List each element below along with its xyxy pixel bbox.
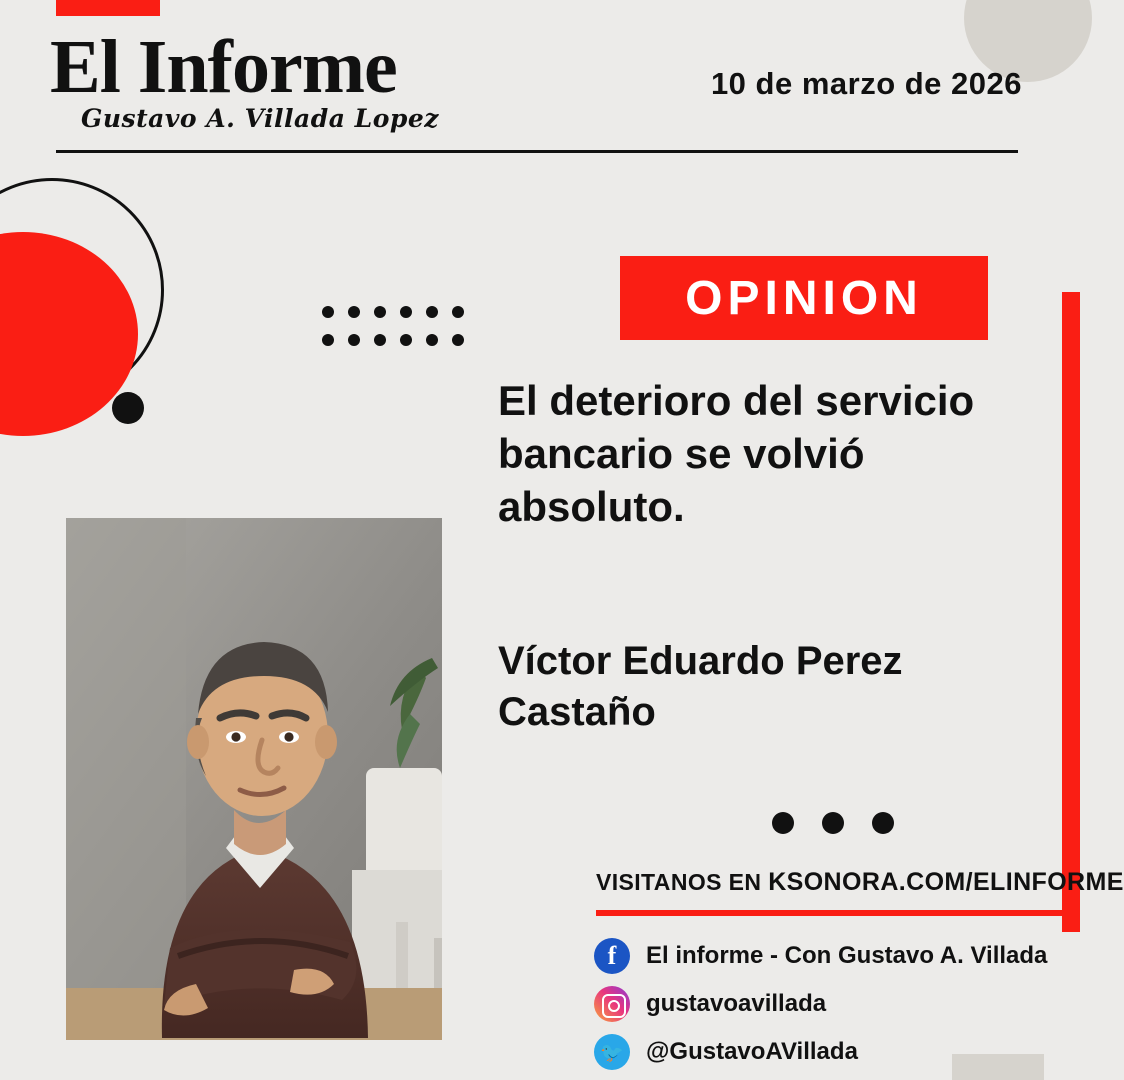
author-photo-illustration	[66, 518, 442, 1040]
section-tag-label: OPINION	[685, 271, 923, 325]
visit-prefix: VISITANOS EN	[596, 869, 769, 895]
bottom-gray-chip	[952, 1054, 1044, 1080]
masthead-divider	[56, 150, 1018, 153]
right-red-accent-bar	[1062, 292, 1080, 932]
visit-line	[596, 868, 1124, 897]
facebook-icon: f	[594, 938, 630, 974]
visit-underline	[596, 910, 1064, 916]
top-red-accent-bar	[56, 0, 160, 16]
article-author: Víctor Eduardo Perez Castaño	[498, 639, 903, 734]
social-row-facebook[interactable]	[594, 932, 1054, 980]
article-headline: El deterioro del servicio bancario se volvió absoluto.	[498, 377, 975, 530]
instagram-icon	[594, 986, 630, 1022]
visit-site-url[interactable]: KSONORA.COM/ELINFORME	[768, 868, 1124, 896]
section-tag-opinion	[620, 256, 988, 340]
author-photo	[66, 518, 442, 1040]
facebook-handle: El informe - Con Gustavo A. Villada	[646, 942, 1048, 969]
masthead-subtitle: Gustavo A. Villada Lopez	[81, 104, 439, 133]
issue-date: 10 de marzo de 2026	[710, 66, 1022, 101]
masthead-title: El Informe	[50, 25, 397, 109]
dot-grid-decoration	[322, 306, 478, 362]
twitter-icon: 🐦	[594, 1034, 630, 1070]
three-dots-decoration	[772, 812, 894, 834]
twitter-handle: @GustavoAVillada	[646, 1038, 858, 1065]
instagram-handle: gustavoavillada	[646, 990, 827, 1017]
decorative-black-dot	[112, 392, 144, 424]
social-row-instagram[interactable]	[594, 980, 1054, 1028]
masthead	[50, 26, 470, 133]
